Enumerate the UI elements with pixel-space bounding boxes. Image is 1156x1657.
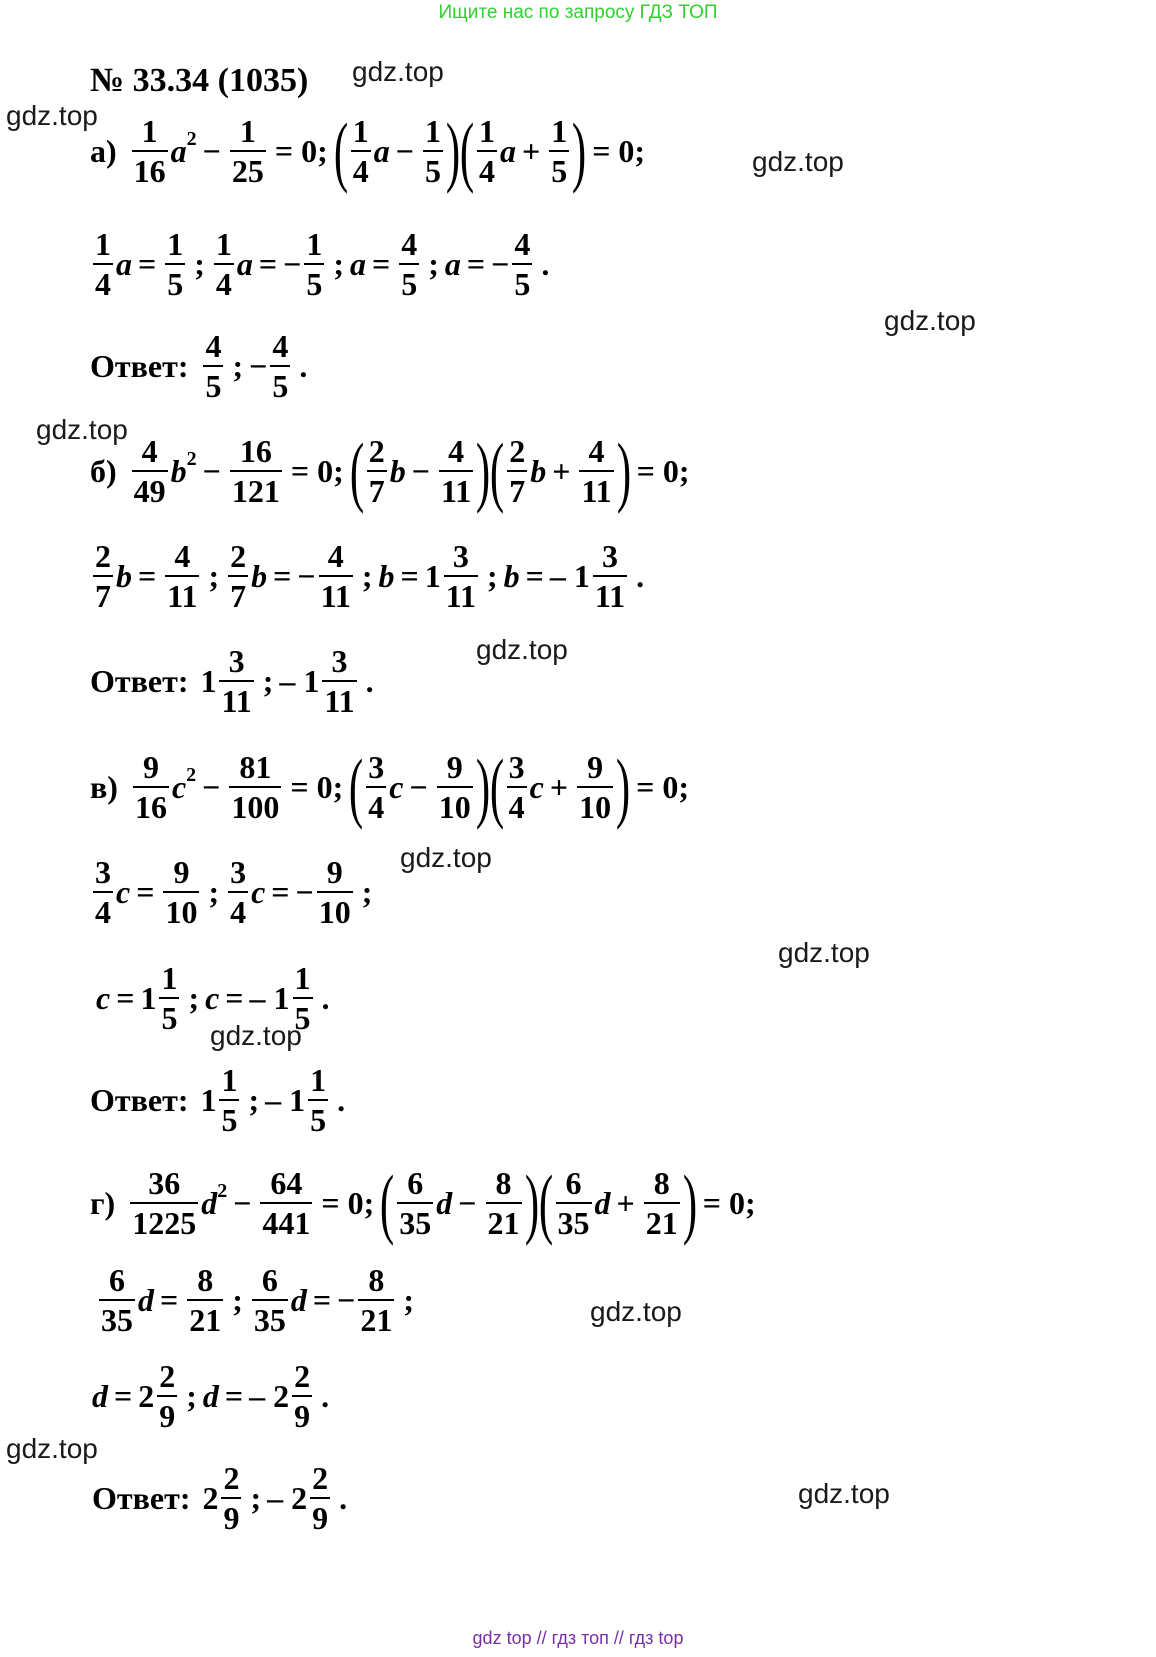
watermark: gdz.top <box>6 1433 98 1464</box>
watermark: gdz.top <box>400 842 492 873</box>
watermark: gdz.top <box>884 305 976 336</box>
part-b-roots: $\frac{2}{7}$ b = $\frac{4}{11}$ ; $\frac{2}{7}$ b = − $\frac{4}{11}$ ; b = 1 $\frac{3}{11}$ ; b = – 1 $\frac{3}{11}$ . <box>95 538 645 614</box>
watermark: gdz.top <box>210 1020 302 1051</box>
search-banner[interactable]: Ищите нас по запросу ГДЗ ТОП <box>438 2 718 23</box>
watermark: gdz.top <box>36 414 128 445</box>
part-a-equation: а) $\frac{1}{16}$ a $^2$ − $\frac{1}{25}$ = 0; ( $\frac{1}{4}$ a − $\frac{1}{5}$ ) ( $\frac{1}{4}$ a + $\frac{1}{5}$ ) = 0; <box>90 107 646 194</box>
part-a-answer: Ответ: $\frac{4}{5}$ ; − $\frac{4}{5}$ . <box>90 328 308 404</box>
watermark: gdz.top <box>778 937 870 968</box>
part-c-equation: в) $\frac{9}{16}$ c $^2$ − $\frac{81}{100}$ = 0; ( $\frac{3}{4}$ c − $\frac{9}{10}$ ) ( $\frac{3}{4}$ c + $\frac{9}{10}$ ) = 0; <box>90 743 689 830</box>
part-a-roots: $\frac{1}{4}$ a = $\frac{1}{5}$ ; $\frac{1}{4}$ a = − $\frac{1}{5}$ ; a = $\frac{4}{5}$ ; a = − $\frac{4}{5}$ . <box>95 226 550 302</box>
part-d-answer: Ответ: 2 $\frac{2}{9}$ ; – 2 $\frac{2}{9}$ . <box>92 1460 348 1536</box>
part-d-linear: $\frac{6}{35}$ d = $\frac{8}{21}$ ; $\frac{6}{35}$ d = − $\frac{8}{21}$ ; <box>101 1262 415 1338</box>
part-d-equation: г) $\frac{36}{1225}$ d $^2$ − $\frac{64}{441}$ = 0; ( $\frac{6}{35}$ d − $\frac{8}{21}$ ) ( $\frac{6}{35}$ d + $\frac{8}{21}$ ) = 0; <box>90 1159 756 1246</box>
watermark: gdz.top <box>352 56 444 87</box>
watermark: gdz.top <box>752 146 844 177</box>
watermark: gdz.top <box>590 1296 682 1327</box>
part-b-answer: Ответ: 1 $\frac{3}{11}$ ; – 1 $\frac{3}{11}$ . <box>90 643 374 719</box>
part-c-answer: Ответ: 1 $\frac{1}{5}$ ; – 1 $\frac{1}{5}$ . <box>90 1062 346 1138</box>
part-b-equation: б) $\frac{4}{49}$ b $^2$ − $\frac{16}{121}$ = 0; ( $\frac{2}{7}$ b − $\frac{4}{11}$ ) ( $\frac{2}{7}$ b + $\frac{4}{11}$ ) = 0; <box>90 427 690 514</box>
problem-number: № 33.34 (1035) <box>90 62 309 99</box>
part-c-roots: c = 1 $\frac{1}{5}$ ; c = – 1 $\frac{1}{5}$ . <box>96 960 330 1036</box>
footer-links[interactable]: gdz top // гдз топ // гдз top <box>472 1628 684 1648</box>
watermark: gdz.top <box>6 100 98 131</box>
part-d-roots: d = 2 $\frac{2}{9}$ ; d = – 2 $\frac{2}{9}$ . <box>92 1358 330 1434</box>
watermark: gdz.top <box>476 634 568 665</box>
part-c-linear: $\frac{3}{4}$ c = $\frac{9}{10}$ ; $\frac{3}{4}$ c = − $\frac{9}{10}$ ; <box>95 854 373 930</box>
watermark: gdz.top <box>798 1478 890 1509</box>
